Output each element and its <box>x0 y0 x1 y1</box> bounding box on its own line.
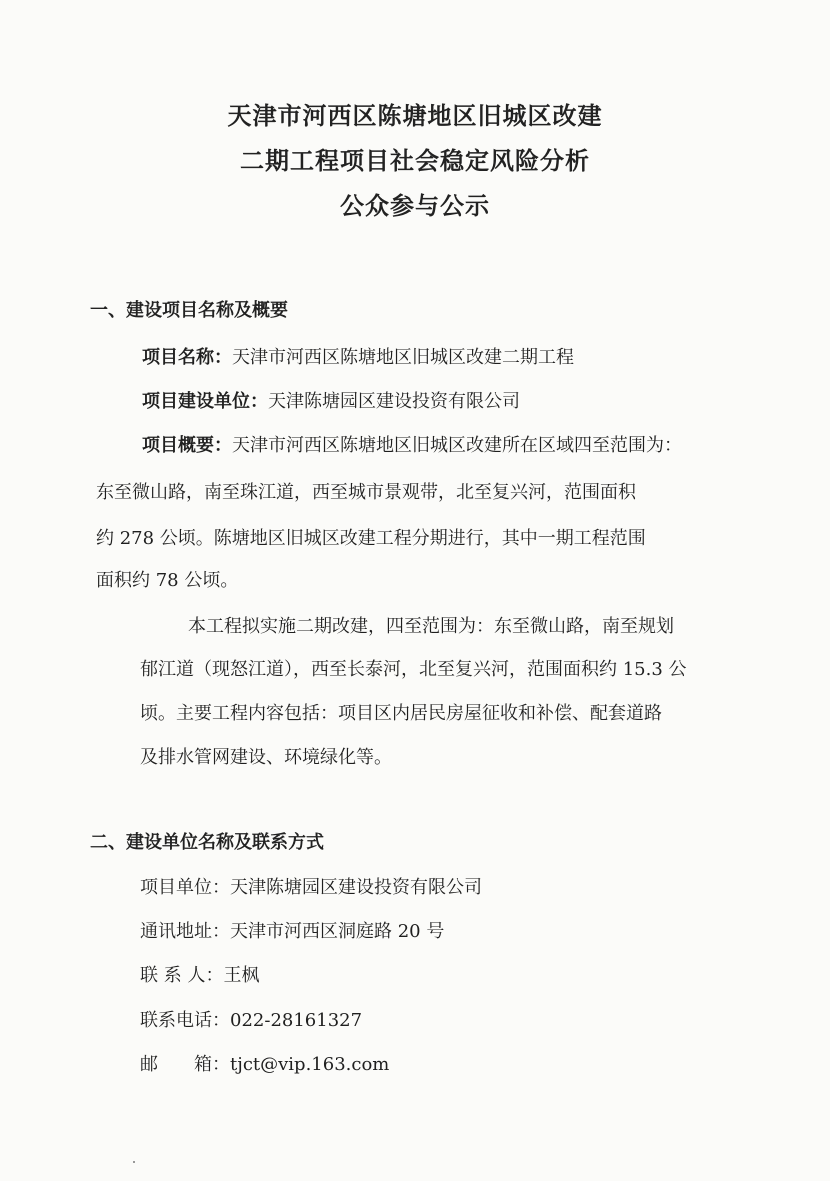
address-row <box>140 917 444 943</box>
para2-line-4: 及排水管网建设、环境绿化等。 <box>140 747 392 768</box>
unit-value: 天津陈塘园区建设投资有限公司 <box>230 877 482 898</box>
phone-label: 联系电话： <box>140 1010 230 1031</box>
address-label: 通讯地址： <box>140 921 230 942</box>
unit-label: 项目单位： <box>140 877 230 898</box>
overview-line-4: 面积约 78 公顷。 <box>96 570 239 591</box>
doc-title-line1: 天津市河西区陈塘地区旧城区改建 <box>227 102 603 130</box>
para2-line-3: 顷。主要工程内容包括：项目区内居民房屋征收和补偿、配套道路 <box>140 703 662 724</box>
project-name-value: 天津市河西区陈塘地区旧城区改建二期工程 <box>232 347 574 368</box>
contact-label: 联 系 人： <box>140 965 224 986</box>
section1-heading: 一、建设项目名称及概要 <box>90 300 288 321</box>
email-row <box>140 1050 389 1076</box>
builder-row <box>142 387 520 413</box>
builder-label: 项目建设单位： <box>142 391 268 412</box>
section2-heading: 二、建设单位名称及联系方式 <box>90 832 324 853</box>
contact-row <box>140 961 259 987</box>
overview-line-1 <box>142 431 682 457</box>
builder-value: 天津陈塘园区建设投资有限公司 <box>268 391 520 412</box>
email-value: tjct@vip.163.com <box>230 1054 390 1075</box>
para2-line-1: 本工程拟实施二期改建，四至范围为：东至微山路，南至规划 <box>188 616 674 637</box>
doc-title-line2: 二期工程项目社会稳定风险分析 <box>240 147 590 175</box>
project-name-label: 项目名称： <box>142 347 232 368</box>
contact-value: 王枫 <box>223 965 260 986</box>
scan-speck <box>133 1161 135 1163</box>
overview-label: 项目概要： <box>142 435 232 456</box>
project-name-row <box>142 343 574 369</box>
phone-value: 022-28161327 <box>230 1010 363 1031</box>
overview-line-3: 约 278 公顷。陈塘地区旧城区改建工程分期进行，其中一期工程范围 <box>96 528 646 549</box>
unit-row <box>140 873 482 899</box>
overview-text-1: 天津市河西区陈塘地区旧城区改建所在区域四至范围为： <box>232 435 682 456</box>
email-label: 邮 箱： <box>140 1054 230 1075</box>
overview-line-2: 东至微山路，南至珠江道，西至城市景观带，北至复兴河，范围面积 <box>96 482 636 503</box>
para2-line-2: 郁江道（现怒江道），西至长泰河，北至复兴河，范围面积约 15.3 公 <box>140 659 687 680</box>
address-value: 天津市河西区洞庭路 20 号 <box>230 921 445 942</box>
phone-row <box>140 1006 362 1032</box>
doc-title-line3: 公众参与公示 <box>340 192 490 220</box>
